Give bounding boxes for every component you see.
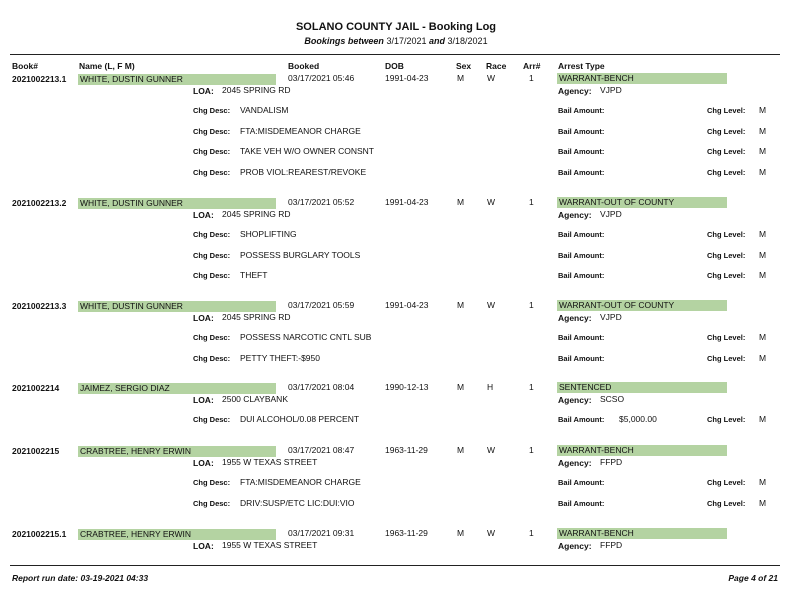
- col-header-arr: Arr#: [523, 61, 541, 71]
- charge-level-label: Chg Level:: [707, 333, 746, 342]
- inmate-name: WHITE, DUSTIN GUNNER: [78, 74, 276, 85]
- charge-level-label: Chg Level:: [707, 478, 746, 487]
- charge-description: DUI ALCOHOL/0.08 PERCENT: [240, 414, 360, 424]
- arrest-type: SENTENCED: [557, 382, 727, 393]
- charge-level-value: M: [759, 270, 767, 280]
- charge-level-value: M: [759, 229, 767, 239]
- loa-label: LOA:: [193, 395, 214, 405]
- charge-level-label: Chg Level:: [707, 498, 746, 508]
- date-of-birth: 1991-04-23: [385, 73, 429, 83]
- date-of-birth: 1963-11-29: [385, 528, 428, 538]
- booked-datetime: 03/17/2021 05:46: [288, 73, 355, 83]
- subtitle-and: and: [429, 36, 446, 46]
- footer-rule: [10, 565, 780, 566]
- charge-desc-label: Chg Desc:: [193, 250, 231, 260]
- charge-level-value: M: [759, 414, 767, 424]
- col-header-arrest-type: Arrest Type: [558, 61, 605, 71]
- bail-amount-label: Bail Amount:: [558, 415, 605, 424]
- agency-value: FFPD: [600, 540, 623, 550]
- agency-value: SCSO: [600, 394, 625, 404]
- charge-desc-label: Chg Desc:: [193, 415, 231, 424]
- inmate-name: JAIMEZ, SERGIO DIAZ: [78, 383, 276, 394]
- col-header-book: Book#: [12, 61, 38, 71]
- loa-value: 1955 W TEXAS STREET: [222, 457, 318, 467]
- arrest-type: WARRANT-OUT OF COUNTY: [557, 197, 727, 208]
- bail-amount-label: Bail Amount:: [558, 498, 605, 508]
- date-of-birth: 1990-12-13: [385, 382, 429, 392]
- loa-value: 2045 SPRING RD: [222, 209, 291, 219]
- agency-label: Agency:: [558, 313, 592, 323]
- charge-description: DRIV:SUSP/ETC LIC:DUI:VIO: [240, 497, 355, 508]
- charge-level-label: Chg Level:: [707, 230, 746, 239]
- inmate-name: CRABTREE, HENRY ERWIN: [78, 446, 276, 457]
- inmate-name: WHITE, DUSTIN GUNNER: [78, 301, 276, 312]
- date-from: 3/17/2021: [386, 36, 427, 46]
- race-value: W: [487, 73, 496, 83]
- col-header-name: Name (L, F M): [79, 61, 135, 71]
- bail-amount-label: Bail Amount:: [558, 126, 605, 136]
- bail-amount-label: Bail Amount:: [558, 478, 605, 487]
- loa-value: 1955 W TEXAS STREET: [222, 540, 318, 550]
- race-value: W: [487, 528, 496, 538]
- col-header-race: Race: [486, 61, 507, 71]
- date-of-birth: 1991-04-23: [385, 197, 429, 207]
- report-title: SOLANO COUNTY JAIL - Booking Log: [295, 21, 497, 33]
- loa-label: LOA:: [193, 458, 214, 468]
- arrest-type: WARRANT-BENCH: [557, 528, 727, 539]
- arrest-number: 1: [529, 445, 534, 455]
- race-value: W: [487, 445, 496, 455]
- agency-label: Agency:: [558, 458, 592, 468]
- page-number: Page 4 of 21: [728, 573, 778, 583]
- charge-description: SHOPLIFTING: [240, 229, 297, 239]
- header-rule: [10, 54, 780, 55]
- sex-value: M: [457, 73, 465, 83]
- charge-level-value: M: [759, 105, 767, 115]
- charge-description: FTA:MISDEMEANOR CHARGE: [240, 477, 361, 487]
- bail-amount-value: $5,000.00: [619, 414, 657, 424]
- charge-level-label: Chg Level:: [707, 353, 746, 363]
- charge-level-value: M: [759, 352, 767, 363]
- loa-label: LOA:: [193, 541, 214, 551]
- charge-level-label: Chg Level:: [707, 147, 746, 156]
- inmate-name: CRABTREE, HENRY ERWIN: [78, 529, 276, 540]
- sex-value: M: [457, 300, 465, 310]
- booked-datetime: 03/17/2021 09:31: [288, 528, 355, 538]
- arrest-number: 1: [529, 197, 534, 207]
- booking-number: 2021002215: [12, 446, 60, 456]
- loa-value: 2045 SPRING RD: [222, 312, 291, 322]
- loa-label: LOA:: [193, 210, 214, 220]
- charge-desc-label: Chg Desc:: [193, 271, 231, 280]
- bail-amount-label: Bail Amount:: [558, 147, 605, 156]
- charge-desc-label: Chg Desc:: [193, 167, 231, 177]
- charge-description: PROB VIOL:REAREST/REVOKE: [240, 166, 367, 177]
- charge-desc-label: Chg Desc:: [193, 126, 231, 136]
- race-value: W: [487, 300, 496, 310]
- loa-label: LOA:: [193, 313, 214, 323]
- charge-description: PETTY THEFT:-$950: [240, 352, 320, 363]
- loa-value: 2500 CLAYBANK: [222, 394, 288, 404]
- bail-amount-label: Bail Amount:: [558, 167, 605, 177]
- charge-level-value: M: [759, 332, 767, 342]
- agency-value: VJPD: [600, 312, 622, 322]
- date-to: 3/18/2021: [447, 36, 488, 46]
- charge-desc-label: Chg Desc:: [193, 230, 231, 239]
- col-header-booked: Booked: [288, 61, 320, 71]
- charge-description: POSSESS BURGLARY TOOLS: [240, 249, 361, 260]
- charge-desc-label: Chg Desc:: [193, 498, 231, 508]
- date-of-birth: 1963-11-29: [385, 445, 428, 455]
- booking-number: 2021002213.2: [12, 198, 67, 208]
- report-run-date: Report run date: 03-19-2021 04:33: [12, 573, 149, 583]
- bail-amount-label: Bail Amount:: [558, 353, 605, 363]
- race-value: H: [487, 382, 494, 392]
- charge-description: TAKE VEH W/O OWNER CONSNT: [240, 146, 374, 156]
- charge-level-value: M: [759, 249, 767, 260]
- arrest-number: 1: [529, 73, 534, 83]
- charge-desc-label: Chg Desc:: [193, 333, 231, 342]
- booked-datetime: 03/17/2021 05:52: [288, 197, 355, 207]
- bail-amount-label: Bail Amount:: [558, 230, 605, 239]
- sex-value: M: [457, 197, 465, 207]
- bail-amount-label: Bail Amount:: [558, 271, 605, 280]
- charge-level-label: Chg Level:: [707, 415, 746, 424]
- subtitle-prefix: Bookings between: [304, 36, 384, 46]
- charge-desc-label: Chg Desc:: [193, 106, 231, 115]
- agency-label: Agency:: [558, 210, 592, 220]
- arrest-number: 1: [529, 300, 534, 310]
- charge-description: POSSESS NARCOTIC CNTL SUB: [240, 332, 372, 342]
- sex-value: M: [457, 528, 465, 538]
- charge-level-value: M: [759, 497, 767, 508]
- arrest-type: WARRANT-BENCH: [557, 73, 727, 84]
- charge-level-label: Chg Level:: [707, 271, 746, 280]
- agency-value: VJPD: [600, 209, 622, 219]
- booked-datetime: 03/17/2021 08:47: [288, 445, 355, 455]
- agency-label: Agency:: [558, 541, 592, 551]
- booked-datetime: 03/17/2021 08:04: [288, 382, 355, 392]
- agency-value: VJPD: [600, 85, 622, 95]
- col-header-dob: DOB: [385, 61, 404, 71]
- loa-label: LOA:: [193, 86, 214, 96]
- bail-amount-label: Bail Amount:: [558, 106, 605, 115]
- booking-number: 2021002213.1: [12, 74, 67, 84]
- charge-level-label: Chg Level:: [707, 167, 746, 177]
- booking-number: 2021002215.1: [12, 529, 67, 539]
- date-of-birth: 1991-04-23: [385, 300, 429, 310]
- charge-description: THEFT: [240, 270, 268, 280]
- arrest-type: WARRANT-OUT OF COUNTY: [557, 300, 727, 311]
- charge-level-value: M: [759, 166, 767, 177]
- race-value: W: [487, 197, 496, 207]
- charge-description: VANDALISM: [240, 105, 289, 115]
- booked-datetime: 03/17/2021 05:59: [288, 300, 355, 310]
- agency-label: Agency:: [558, 86, 592, 96]
- booking-number: 2021002213.3: [12, 301, 67, 311]
- charge-description: FTA:MISDEMEANOR CHARGE: [240, 125, 361, 136]
- arrest-number: 1: [529, 382, 534, 392]
- arrest-type: WARRANT-BENCH: [557, 445, 727, 456]
- charge-desc-label: Chg Desc:: [193, 478, 231, 487]
- charge-level-label: Chg Level:: [707, 106, 746, 115]
- charge-level-label: Chg Level:: [707, 250, 746, 260]
- report-subtitle: [0, 36, 792, 46]
- sex-value: M: [457, 382, 465, 392]
- bail-amount-label: Bail Amount:: [558, 250, 605, 260]
- arrest-number: 1: [529, 528, 534, 538]
- sex-value: M: [457, 445, 465, 455]
- inmate-name: WHITE, DUSTIN GUNNER: [78, 198, 276, 209]
- charge-level-value: M: [759, 125, 767, 136]
- charge-level-label: Chg Level:: [707, 126, 746, 136]
- loa-value: 2045 SPRING RD: [222, 85, 291, 95]
- booking-number: 2021002214: [12, 383, 60, 393]
- charge-level-value: M: [759, 477, 767, 487]
- agency-value: FFPD: [600, 457, 623, 467]
- agency-label: Agency:: [558, 395, 592, 405]
- bail-amount-label: Bail Amount:: [558, 333, 605, 342]
- charge-desc-label: Chg Desc:: [193, 147, 231, 156]
- charge-desc-label: Chg Desc:: [193, 353, 231, 363]
- col-header-sex: Sex: [456, 61, 472, 71]
- charge-level-value: M: [759, 146, 767, 156]
